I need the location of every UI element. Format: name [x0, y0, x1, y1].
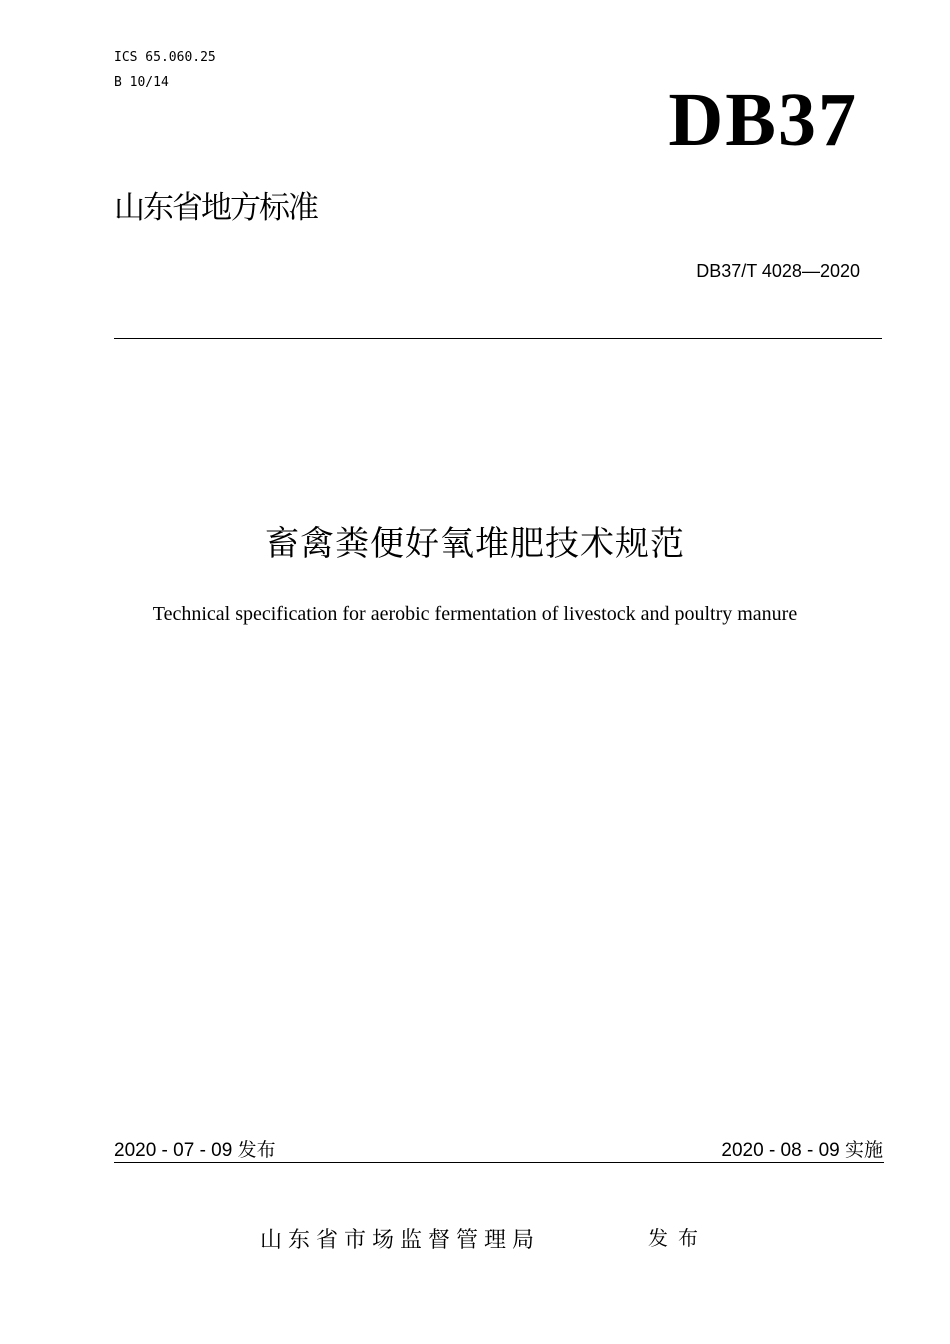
- ccs-code: B 10/14: [114, 75, 169, 90]
- issue-date: 2020 - 07 - 09 发布: [114, 1140, 276, 1161]
- publish-label: 发布: [648, 1226, 708, 1250]
- publisher-name: 山东省市场监督管理局: [260, 1228, 541, 1253]
- standard-number: DB37/T 4028—2020: [696, 261, 860, 281]
- standard-type: 山东省地方标准: [114, 190, 317, 226]
- standard-mark: DB37: [668, 78, 858, 162]
- document-title-english: Technical specification for aerobic fermentation of livestock and poultry manure: [152, 603, 798, 625]
- bottom-divider: [114, 1162, 884, 1163]
- implementation-date: 2020 - 08 - 09 实施: [721, 1140, 883, 1161]
- top-divider: [114, 338, 882, 339]
- ics-code: ICS 65.060.25: [114, 50, 216, 65]
- document-title-chinese: 畜禽粪便好氧堆肥技术规范: [265, 524, 685, 564]
